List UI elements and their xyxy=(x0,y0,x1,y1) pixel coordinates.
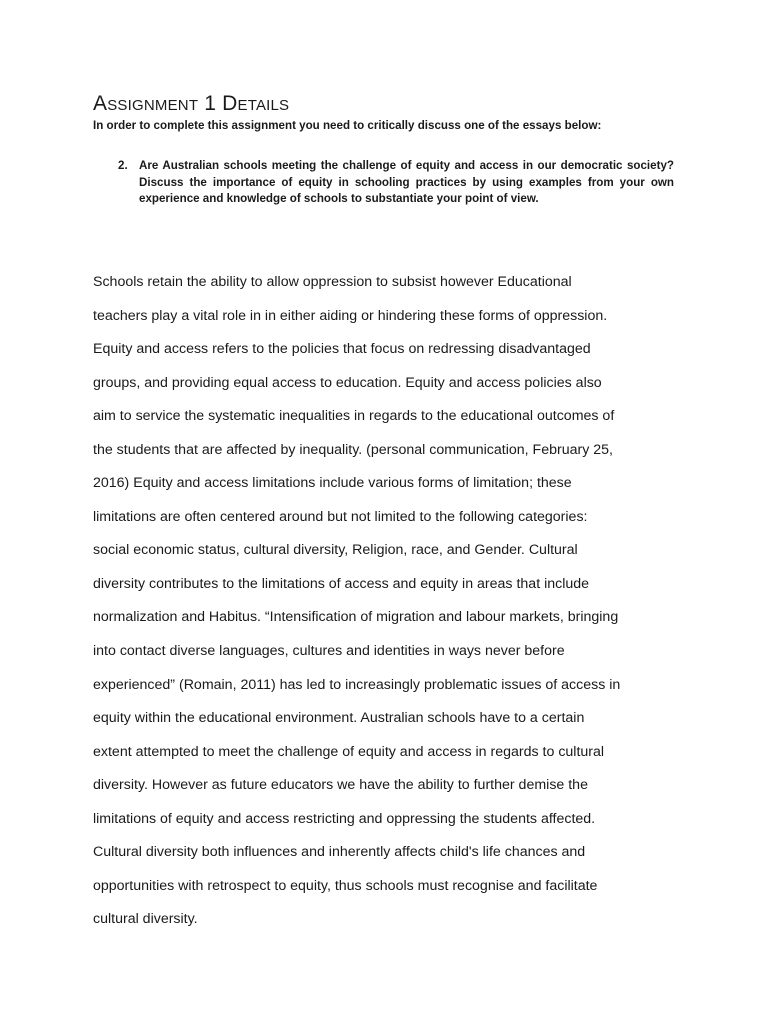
essay-line: equity within the educational environment. Australian schools have to a certain xyxy=(93,710,585,727)
assignment-instruction: In order to complete this assignment you need to critically discuss one of the essays below: xyxy=(93,119,602,132)
question-text: Are Australian schools meeting the challenge of equity and access in our democratic society? Discuss the importance of equity in schooling practices by using examples from your own experience and knowledge of schools to substantiate your point of view. xyxy=(139,159,674,205)
essay-line: cultural diversity. xyxy=(93,911,198,928)
essay-line: diversity. However as future educators we have the ability to further demise the xyxy=(93,777,588,794)
essay-line: opportunities with retrospect to equity, thus schools must recognise and facilitate xyxy=(93,877,598,894)
essay-line: limitations of equity and access restricting and oppressing the students affected. xyxy=(93,810,596,827)
essay-line: experienced” (Romain, 2011) has led to increasingly problematic issues of access in xyxy=(93,676,621,693)
essay-line: limitations are often centered around but not limited to the following categories: xyxy=(93,508,588,525)
essay-line: normalization and Habitus. “Intensification of migration and labour markets, bringing xyxy=(93,609,619,626)
essay-line: into contact diverse languages, cultures and identities in ways never before xyxy=(93,643,565,660)
question-number: 2. xyxy=(118,159,128,172)
essay-line: 2016) Equity and access limitations include various forms of limitation; these xyxy=(93,475,572,492)
assignment-heading: Assignment 1 Details xyxy=(93,92,290,115)
essay-line: teachers play a vital role in in either aiding or hindering these forms of oppression. xyxy=(93,307,608,324)
essay-question xyxy=(118,158,674,208)
essay-line: Equity and access refers to the policies that focus on redressing disadvantaged xyxy=(93,341,591,358)
essay-line: Cultural diversity both influences and inherently affects child's life chances and xyxy=(93,844,586,861)
essay-line: groups, and providing equal access to education. Equity and access policies also xyxy=(93,374,602,391)
essay-line: social economic status, cultural diversity, Religion, race, and Gender. Cultural xyxy=(93,542,578,559)
essay-line: Schools retain the ability to allow oppression to subsist however Educational xyxy=(93,274,572,290)
essay-body xyxy=(93,271,683,942)
essay-line: extent attempted to meet the challenge of equity and access in regards to cultural xyxy=(93,743,605,760)
essay-line: the students that are affected by inequality. (personal communication, February 25, xyxy=(93,441,613,458)
essay-line: aim to service the systematic inequalities in regards to the educational outcomes of xyxy=(93,408,615,425)
essay-line: diversity contributes to the limitations of access and equity in areas that include xyxy=(93,575,590,592)
